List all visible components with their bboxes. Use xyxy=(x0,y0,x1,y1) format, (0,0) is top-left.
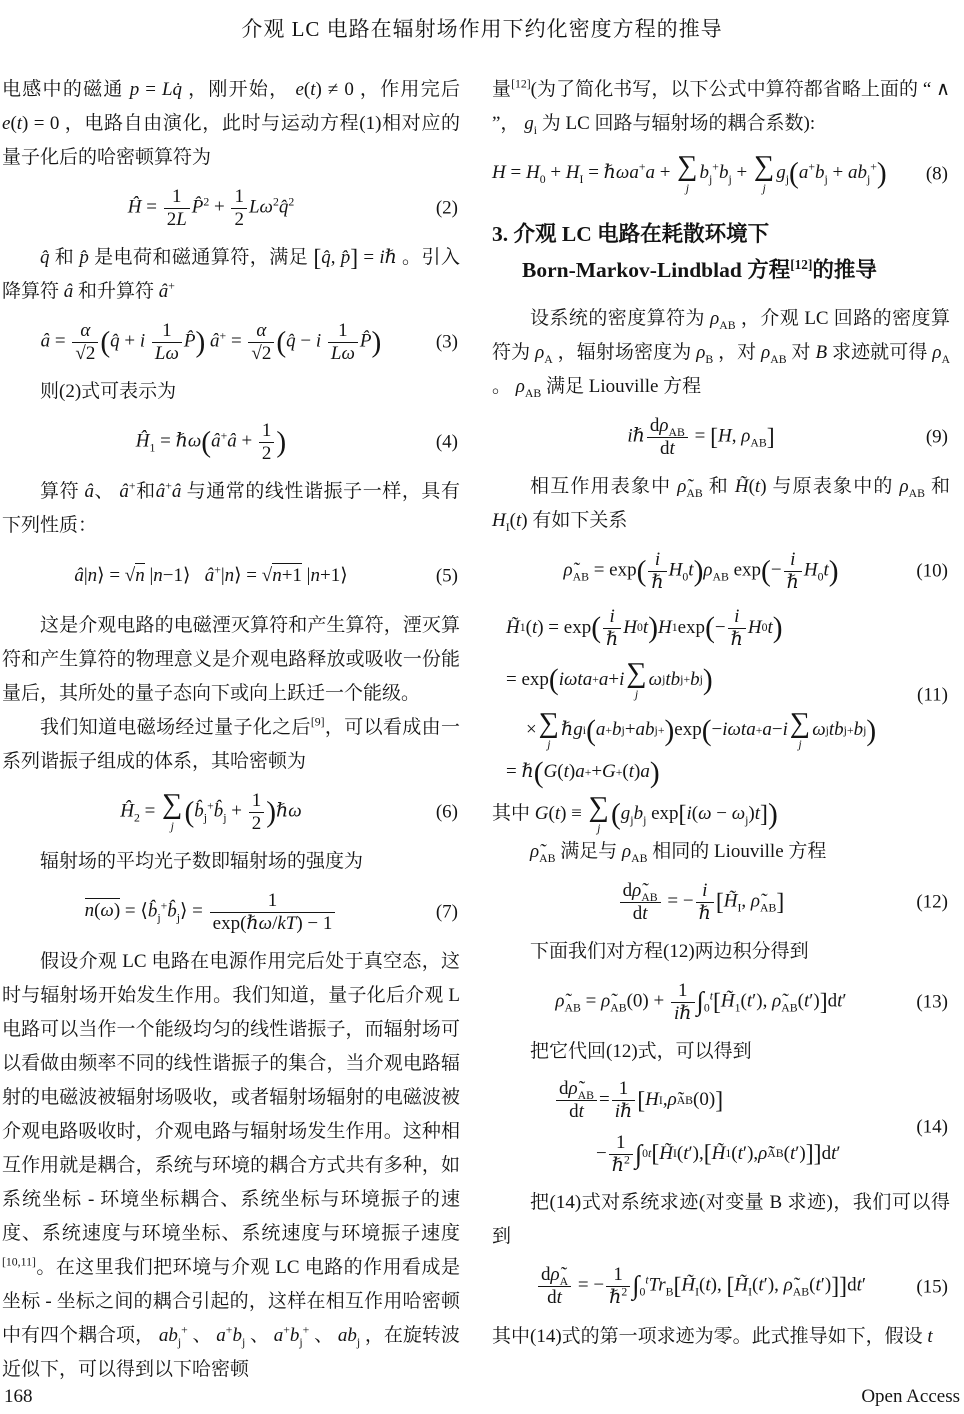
equation-body: iℏ $d\rho_{AB}$ dt = [H, $\rho_{AB}$] xyxy=(627,414,775,459)
paragraph: 这是介观电路的电磁湮灭算符和产生算符，湮灭算符和产生算符的物理意义是介观电路释放或吸收一份能量后，其所处的量子态向下或向上跃迁一个能级。 xyxy=(2,615,460,704)
equation-number: (15) xyxy=(916,1276,948,1298)
equation-body: $H = H_0 + H_I$ = ℏωa+a + ∑ j $b_j^+b_j$ + ∑ j $g_j(a^+b_j + ab_j^+)$ xyxy=(492,151,887,195)
paragraph: 把(14)式对系统求迹(对变量 B 求迹)，我们可以得到 xyxy=(492,1191,950,1247)
display-equation xyxy=(2,416,460,468)
display-equation xyxy=(492,1078,950,1176)
equation-number: (4) xyxy=(435,431,458,453)
equation-number: (12) xyxy=(916,891,948,913)
paragraph: 则(2)式可表示为 xyxy=(40,381,177,402)
equation-number: (8) xyxy=(925,163,948,185)
equation-number: (10) xyxy=(916,560,948,582)
paragraph: 其中(14)式的第一项求迹为零。此式推导如下，假设 t xyxy=(492,1325,933,1347)
equation-line: = ℏ ( G ( t ) a + + G + ( t ) a ) xyxy=(506,756,660,789)
paragraph: 下面我们对方程(12)两边积分得到 xyxy=(530,941,809,963)
paper-title: 介观 LC 电路在辐射场作用下约化密度方程的推导 xyxy=(241,17,723,41)
paragraph: 算符 â、 â+和â+â 与通常的线性谐振子一样，具有下列性质： xyxy=(2,479,460,536)
paragraph: q̂ 和 p̂ 是电荷和磁通算符，满足 [q̂, p̂] = iℏ 。引入降算符 â 和升算符 â+ xyxy=(2,245,460,302)
equation-line: H̃ 1 ( t ) = exp ( i ℏ H 0 t ) H 1 exp ( − i ℏ H 0 t ) xyxy=(506,606,783,650)
display-equation xyxy=(492,545,950,597)
display-equation xyxy=(492,606,950,789)
equation-body: $Ĥ_2$ = ∑ j ($b̂_j^+b̂_j$ + $\frac{1}{2}$ )ℏω xyxy=(120,789,302,834)
equation-number: (5) xyxy=(435,565,458,587)
equation-line: $d\rhõ_{AB}$ dt = 1 iℏ [ H I , ρ̃ AB (0) ] xyxy=(554,1078,906,1123)
equation-number: (6) xyxy=(435,801,458,823)
page-footer xyxy=(4,1386,960,1408)
display-equation xyxy=(2,786,460,838)
equation-number: (13) xyxy=(916,991,948,1013)
equation-number: (14) xyxy=(916,1116,948,1138)
paragraph: 辐射场的平均光子数即辐射场的强度为 xyxy=(40,851,364,872)
section-heading-line1: 3. 介观 LC 电路在耗散环境下 xyxy=(492,222,770,246)
equation-body: Ĥ = $\frac{1}{2L}$ P̂$^2$ + $\frac{1}{2}$ $L\omega^2q̂^2$ xyxy=(127,185,295,230)
equation-body: $\rhõ_{AB} = \exp$( i ℏ $H_0t)\rho_{AB}$ exp(− i ℏ $H_0t$) xyxy=(563,548,839,593)
equation-body: â = $\frac{\alpha}{√2}$ (q̂ + i $\frac{1}{L\omega}$ P̂) â+ = $\frac{\alpha}{√2}$ (q̂ − i $\frac{1}{L\omega}$ P̂) xyxy=(40,319,382,364)
equation-body: â|n⟩ = √n |n−1⟩ â+|n⟩ = √n+1 |n+1⟩ xyxy=(74,563,348,587)
equation-number: (3) xyxy=(435,331,458,353)
paragraph: 量[12](为了简化书写，以下公式中算符都省略上面的 “ ∧ ”， $g_i$ 为 LC 回路与辐射场的耦合系数): xyxy=(492,77,950,137)
equation-line: − 1 ℏ$^2$ ∫ 0 t [ H̃ I ( t ′), [ H̃ 1 ( t ′), ρ̃ AB ( t ′) ] ] d t ′ xyxy=(596,1131,841,1176)
display-equation xyxy=(492,876,950,928)
display-equation xyxy=(492,976,950,1028)
equation-body: $\rhõ_{AB}$ = $\rhõ_{AB}(0)$ + 1 iℏ $\int_0^t[H̃_1(t')$, $\rhõ_{AB}(t')]dt'$ xyxy=(555,979,847,1024)
section-heading xyxy=(492,216,950,288)
paragraph: 其中 G(t) ≡ ∑ j ($g_jb_j$ $\exp[i(\omega - \omega_j)t]$) xyxy=(492,791,778,836)
equation-number: (7) xyxy=(435,901,458,923)
equation-body: $\frac{d\rhõ_A}{dt}$ = − 1 ℏ$^2$ $\int_0^tTr_B[H̃_I(t)$, [$H̃_I(t')$, $\rhõ_{AB}(t')]]dt'$ xyxy=(536,1264,866,1309)
display-equation xyxy=(2,886,460,938)
equation-number: (9) xyxy=(925,426,948,448)
display-equation xyxy=(2,316,460,368)
equation-body: $n(\omega) = ⟨b̂_j^+b̂_j⟩$ = 1 exp(ℏω/kT) − 1 xyxy=(85,890,338,935)
equation-line: × ∑ j ℏ g i ( a + b j + ab j + ) exp ( − iωta + a − i ∑ j ω j tb j + b j ) xyxy=(526,707,877,752)
page-number: 168 xyxy=(4,1386,33,1407)
display-equation xyxy=(2,550,460,602)
equation-line: = exp ( iωta + a + i ∑ j ω j tb j + b j ) xyxy=(506,657,713,702)
left-column xyxy=(2,73,460,1387)
two-column-body xyxy=(2,73,962,1387)
paragraph: 设系统的密度算符为 $\rho_{AB}$ ，介观 LC 回路的密度算符为 $\rho_A$ ，辐射场密度为 $\rho_B$ ，对 $\rho_{AB}$ 对 B 求迹就可得 $\rho_A$ 。 $\rho_{AB}$ 满足 Liouville 方程 xyxy=(492,308,950,400)
paragraph: $\rhõ_{AB}$ 满足与 $\rho_{AB}$ 相同的 Liouville 方程 xyxy=(530,841,827,866)
open-access-label: Open Access xyxy=(861,1386,960,1407)
equation-body: $Ĥ_1$ = ℏω(â+â + $\frac{1}{2}$ ) xyxy=(135,419,287,464)
paragraph: 我们知道电磁场经过量子化之后[9]，可以看成由一系列谐振子组成的体系，其哈密顿为 xyxy=(2,715,460,772)
right-column xyxy=(492,73,950,1387)
equation-number: (11) xyxy=(917,684,948,706)
paragraph: 电感中的磁通 p = Lq̇ ，刚开始， e(t) ≠ 0 ，作用完后 e(t) = 0 ，电路自由演化，此时与运动方程(1)相对应的量子化后的哈密顿算符为 xyxy=(2,79,460,168)
equation-body: $\frac{d\rhõ_{AB}}{dt}$ = − i ℏ [$H̃_I$, $\rhõ_{AB}$] xyxy=(618,880,785,925)
display-equation xyxy=(492,411,950,463)
display-equation xyxy=(492,148,950,200)
display-equation xyxy=(492,1261,950,1313)
paragraph: 假设介观 LC 电路在电源作用完后处于真空态，这时与辐射场开始发生作用。我们知道，量子化后介观 L 电路可以当作一个能级均匀的线性谐振子，而辐射场可以看做由频率不同的线性谐振子的集合，当介观电路辐射的电磁波被辐射场吸收，或者辐射场辐射的电磁波被介观电路吸收时，介观电路与辐射场发生作用。这种相互作用就是耦合，系统与环境的耦合方式共有多种，如系统坐标 - 环境坐标耦合、系统坐标与环境振子的速度、系统速度与环境坐标、系统速度与环境振子速度[10,11]。在这里我们把环境与介观 LC 电路的作用看成是坐标 - 坐标之间的耦合引起的，这样在相互作用哈密顿中有四个耦合项， $ab_j^+$ 、 $a^+b_j$ 、 $a^+b_j^+$ 、 $ab_j$ ，在旋转波近似下，可以得到以下哈密顿 xyxy=(2,951,460,1380)
equation-number: (2) xyxy=(435,197,458,219)
display-equation xyxy=(2,182,460,234)
paragraph: 相互作用表象中 $\rhõ_{AB}$ 和 H̃(t) 与原表象中的 $\rho_{AB}$ 和 $H_I(t)$ 有如下关系 xyxy=(492,476,950,534)
paragraph: 把它代回(12)式，可以得到 xyxy=(530,1041,752,1063)
section-heading-line2: Born-Markov-Lindblad 方程[12]的推导 xyxy=(522,256,877,282)
